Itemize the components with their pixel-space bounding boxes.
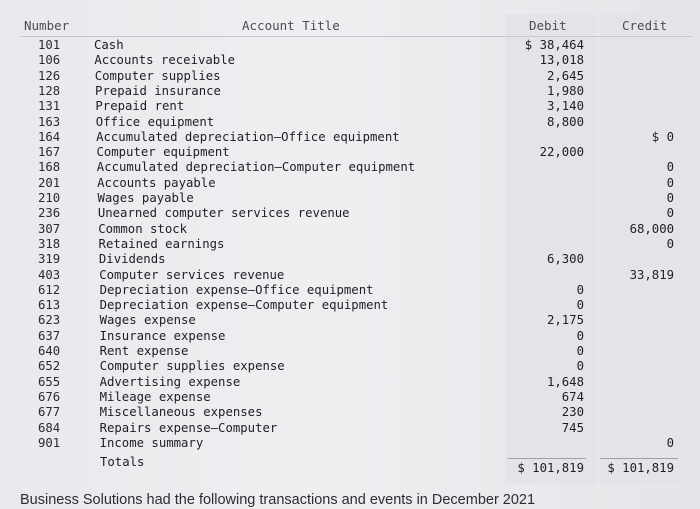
debit-amount: 674 [561, 389, 584, 404]
debit-amount: 0 [576, 359, 584, 374]
debit-amount: 230 [561, 405, 584, 420]
account-title: Office equipment [95, 114, 215, 129]
table-row [0, 375, 700, 390]
account-title: Cash [94, 38, 124, 52]
account-number: 210 [38, 191, 61, 205]
table-row [0, 130, 700, 145]
table-row [0, 160, 700, 175]
account-title: Rent expense [99, 344, 189, 358]
table-row [0, 84, 700, 99]
credit-amount: 0 [666, 191, 674, 205]
account-title: Retained earnings [98, 236, 225, 251]
table-row [0, 421, 700, 436]
account-number: 168 [38, 160, 61, 175]
account-title: Wages expense [99, 313, 196, 328]
table-row [0, 222, 700, 237]
account-number: 677 [38, 405, 61, 420]
debit-amount: 2,175 [546, 313, 584, 328]
table-row [0, 313, 700, 328]
debit-total: $ 101,819 [517, 461, 584, 475]
table-row [0, 329, 700, 344]
account-number: 201 [38, 175, 61, 190]
totals-row [0, 455, 700, 475]
account-title: Computer services revenue [99, 267, 285, 282]
footer-instructions: Business Solutions had the following transactions and events in December 2021 [20, 492, 536, 508]
credit-amount: 0 [666, 160, 674, 175]
table-row [0, 38, 700, 53]
credit-header: Credit [622, 18, 668, 33]
account-number: 901 [38, 435, 61, 450]
account-title: Accounts receivable [94, 53, 236, 68]
account-number: 637 [38, 328, 61, 343]
table-row [0, 344, 700, 359]
debit-amount: 13,018 [539, 53, 584, 68]
account-title: Computer supplies [94, 68, 221, 83]
table-row [0, 99, 700, 114]
account-title: Insurance expense [99, 328, 226, 343]
credit-amount: 68,000 [629, 221, 674, 236]
table-row [0, 145, 700, 160]
account-number: 106 [38, 53, 61, 68]
account-title: Depreciation expense—Office equipment [99, 282, 374, 297]
table-row [0, 359, 700, 374]
table-row [0, 191, 700, 206]
account-number: 676 [38, 389, 61, 404]
number-header: Number [24, 18, 70, 33]
table-row [0, 436, 700, 451]
account-number: 101 [38, 38, 61, 52]
account-title: Wages payable [97, 191, 194, 205]
debit-amount: 3,140 [546, 99, 584, 114]
account-number: 307 [38, 221, 61, 236]
credit-amount: $ 0 [651, 129, 674, 144]
debit-amount: 1,980 [546, 83, 584, 98]
account-title: Income summary [99, 435, 204, 450]
account-title: Common stock [98, 221, 188, 236]
table-row [0, 298, 700, 313]
account-number: 163 [38, 114, 61, 129]
account-title: Accounts payable [97, 175, 216, 190]
account-number: 612 [38, 282, 61, 297]
table-row [0, 268, 700, 283]
debit-amount: $ 38,464 [524, 38, 584, 52]
table-row [0, 206, 700, 221]
account-title: Unearned computer services revenue [97, 206, 350, 221]
debit-amount: 0 [576, 328, 584, 343]
debit-amount: 22,000 [539, 145, 584, 160]
account-number: 655 [38, 374, 61, 389]
account-title: Mileage expense [99, 389, 211, 404]
totals-label: Totals [100, 455, 145, 469]
account-title: Advertising expense [99, 374, 241, 389]
debit-amount: 2,645 [546, 68, 584, 83]
account-title-header: Account Title [242, 18, 340, 33]
account-title: Miscellaneous expenses [99, 405, 263, 420]
account-title: Depreciation expense—Computer equipment [99, 298, 389, 313]
account-number: 652 [38, 359, 61, 374]
table-row [0, 53, 700, 68]
account-number: 318 [38, 236, 61, 251]
account-title: Dividends [98, 252, 166, 267]
account-number: 128 [38, 83, 61, 98]
account-number: 126 [38, 68, 61, 83]
debit-header: Debit [529, 18, 567, 33]
credit-amount: 0 [666, 236, 674, 251]
account-title: Accumulated depreciation—Office equipment [96, 129, 400, 144]
account-number: 403 [38, 267, 61, 282]
account-title: Computer equipment [96, 145, 230, 160]
account-title: Computer supplies expense [99, 359, 285, 374]
table-row [0, 237, 700, 252]
credit-amount: 0 [666, 175, 674, 190]
credit-amount: 0 [666, 206, 674, 221]
table-row [0, 176, 700, 191]
debit-amount: 745 [561, 420, 584, 435]
table-row [0, 69, 700, 84]
account-number: 236 [38, 206, 61, 221]
debit-amount: 1,648 [546, 374, 584, 389]
debit-amount: 0 [576, 282, 584, 297]
account-title: Prepaid rent [95, 99, 185, 114]
account-title: Accumulated depreciation—Computer equipment [96, 160, 416, 175]
credit-amount: 33,819 [629, 267, 674, 282]
account-title: Repairs expense—Computer [99, 420, 278, 435]
table-row [0, 390, 700, 405]
debit-amount: 6,300 [546, 252, 584, 267]
account-number: 164 [38, 129, 61, 144]
table-row [0, 115, 700, 130]
credit-amount: 0 [666, 435, 674, 450]
debit-amount: 0 [576, 344, 584, 358]
credit-total: $ 101,819 [607, 461, 674, 475]
account-number: 613 [38, 298, 61, 313]
account-number: 684 [38, 420, 61, 435]
table-row [0, 252, 700, 267]
debit-amount: 8,800 [546, 114, 584, 129]
account-title: Prepaid insurance [95, 83, 221, 98]
table-row [0, 405, 700, 420]
account-number: 319 [38, 252, 61, 267]
table-header [20, 16, 692, 37]
debit-amount: 0 [576, 298, 584, 313]
account-number: 640 [38, 344, 61, 358]
account-number: 623 [38, 313, 61, 328]
account-number: 167 [38, 145, 61, 160]
table-row [0, 283, 700, 298]
account-number: 131 [38, 99, 61, 114]
